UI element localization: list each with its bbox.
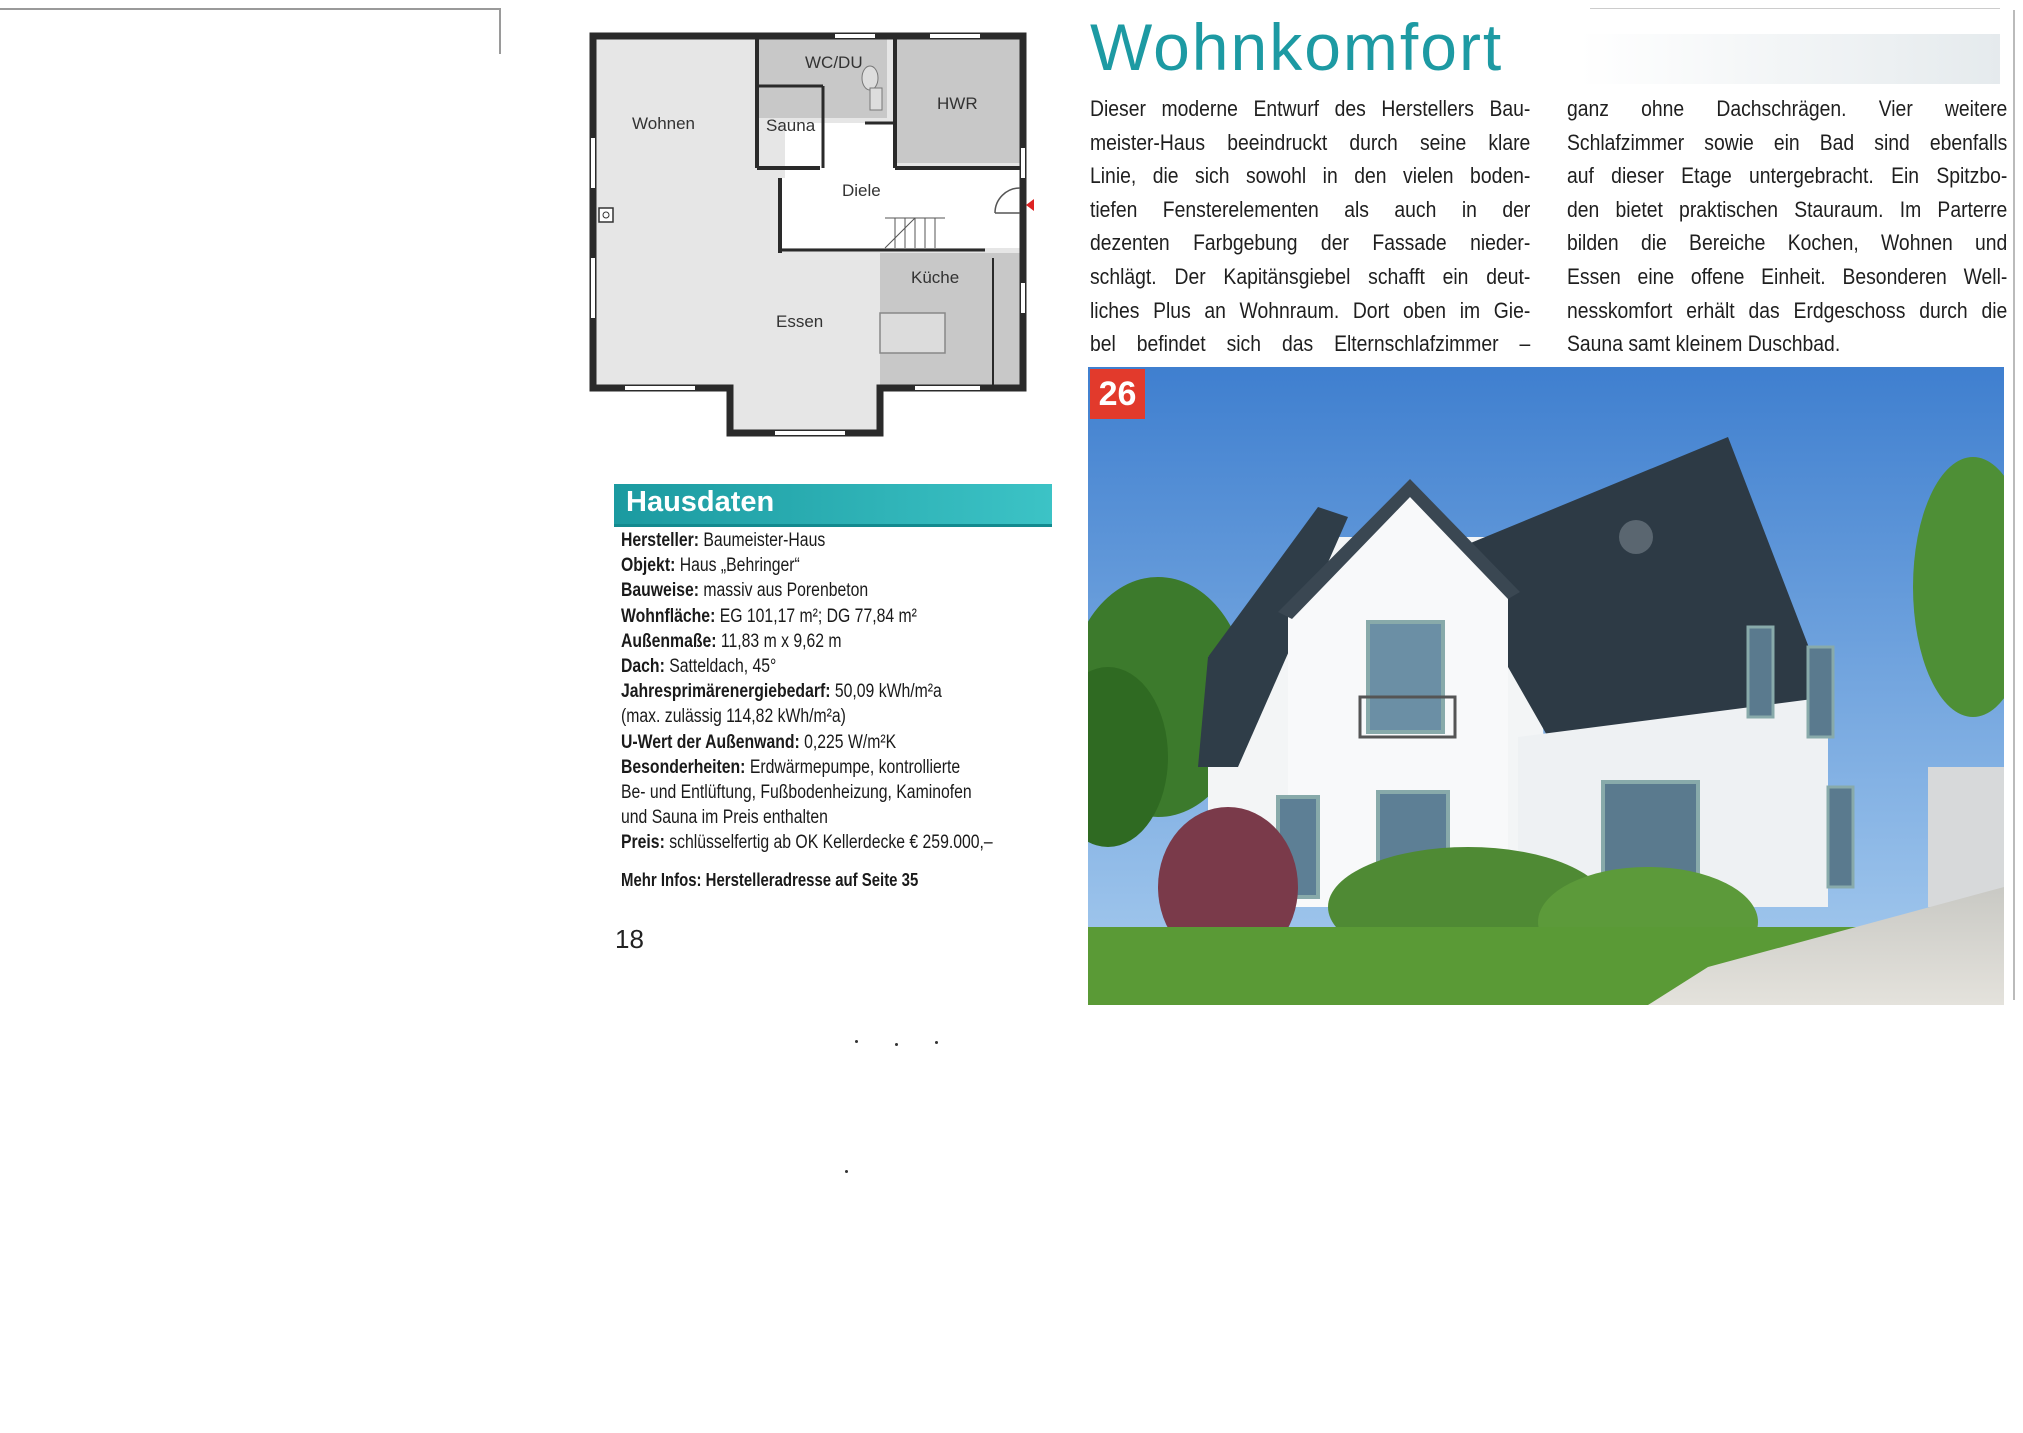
- text-line: bel befindet sich das Elternschlafzimmer –: [1090, 331, 1531, 357]
- text-line: Linie, die sich sowohl in den vielen boden-: [1090, 163, 1531, 189]
- scan-speck: [845, 1170, 848, 1173]
- floor-plan: [585, 28, 1035, 440]
- more-info-note: Mehr Infos: Herstelleradresse auf Seite 35: [621, 870, 919, 890]
- room-label-wohnen: Wohnen: [632, 114, 696, 133]
- text-line: Essen eine offene Einheit. Besonderen Well-: [1567, 263, 2008, 289]
- hausdaten-row: Außenmaße: 11,83 m x 9,62 m: [621, 630, 842, 652]
- room-label-wc-du: WC/DU: [805, 53, 863, 72]
- text-line: Dieser moderne Entwurf des Herstellers Bau-: [1090, 96, 1531, 121]
- text-line: dezenten Farbgebung der Fassade nieder-: [1090, 230, 1531, 256]
- hausdaten-list: [621, 528, 1044, 856]
- hausdaten-header: [614, 484, 1052, 527]
- text-line: liches Plus an Wohnraum. Dort oben im Gie-: [1090, 297, 1531, 323]
- scan-edge-right: [2013, 10, 2015, 1000]
- hausdaten-row: U-Wert der Außenwand: 0,225 W/m²K: [621, 731, 897, 753]
- hausdaten-row: Wohnfläche: EG 101,17 m²; DG 77,84 m²: [621, 605, 917, 627]
- text-line: ganz ohne Dachschrägen. Vier weitere: [1567, 96, 2008, 121]
- text-line: tiefen Fensterelementen als auch in der: [1090, 196, 1531, 222]
- article-column-1: [1090, 92, 1530, 361]
- text-line: Schlafzimmer sowie ein Bad sind ebenfalls: [1567, 129, 2008, 155]
- hausdaten-row: Objekt: Haus „Behringer“: [621, 555, 800, 577]
- scan-speck: [855, 1040, 858, 1043]
- page-badge-number: 26: [1090, 369, 1145, 419]
- text-line: bilden die Bereiche Kochen, Wohnen und: [1567, 230, 2008, 256]
- room-label-hwr: HWR: [937, 94, 978, 113]
- room-label-essen: Essen: [776, 312, 824, 331]
- hausdaten-row: Dach: Satteldach, 45°: [621, 656, 777, 678]
- house-photo: [1088, 367, 2004, 1005]
- scan-edge-line: [0, 8, 500, 10]
- text-line: den bietet praktischen Stauraum. Im Parterre: [1567, 196, 2008, 222]
- hausdaten-row: Jahresprimärenergiebedarf: 50,09 kWh/m²a: [621, 681, 942, 703]
- text-line: schlägt. Der Kapitänsgiebel schafft ein deut-: [1090, 263, 1531, 289]
- scan-edge-top: [1590, 8, 2000, 9]
- text-line: nesskomfort erhält das Erdgeschoss durch die: [1567, 297, 2008, 323]
- scan-speck: [895, 1043, 898, 1046]
- text-line: meister-Haus beeindruckt durch seine klare: [1090, 129, 1531, 155]
- hausdaten-row: Besonderheiten: Erdwärmepumpe, kontrollierte: [621, 756, 961, 778]
- hausdaten-row: Preis: schlüsselfertig ab OK Kellerdecke € 259.000,–: [621, 832, 993, 854]
- scan-speck: [935, 1041, 938, 1044]
- hausdaten-row: (max. zulässig 114,82 kWh/m²a): [621, 706, 846, 728]
- text-line: Sauna samt kleinem Duschbad.: [1567, 331, 1841, 357]
- hausdaten-row: Hersteller: Baumeister-Haus: [621, 530, 826, 551]
- title-shadow: [1580, 34, 2000, 84]
- room-label-diele: Diele: [842, 181, 881, 200]
- article-column-2: [1567, 92, 2007, 361]
- hausdaten-row: und Sauna im Preis enthalten: [621, 807, 828, 829]
- scan-edge-vertical: [499, 8, 501, 54]
- text-line: auf dieser Etage untergebracht. Ein Spitzbo-: [1567, 163, 2008, 189]
- page-number: 18: [615, 924, 644, 954]
- hausdaten-row: Bauweise: massiv aus Porenbeton: [621, 580, 869, 602]
- hausdaten-row: Be- und Entlüftung, Fußbodenheizung, Kaminofen: [621, 782, 972, 804]
- room-label-sauna: Sauna: [766, 116, 816, 135]
- room-label-kueche: Küche: [911, 268, 960, 287]
- article-title: Wohnkomfort: [1090, 10, 1504, 84]
- hausdaten-title: Hausdaten: [626, 486, 775, 518]
